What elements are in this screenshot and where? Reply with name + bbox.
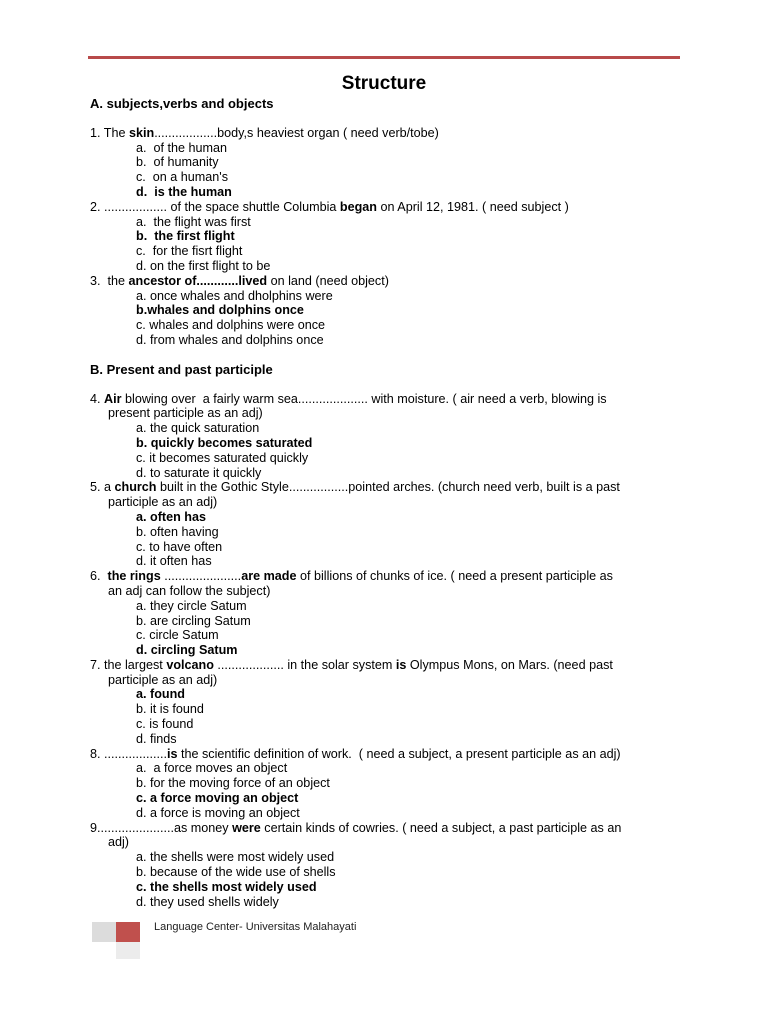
- text-run: is: [395, 657, 407, 672]
- footer-decor-square-gray: [92, 922, 116, 942]
- option-3d: d. from whales and dolphins once: [136, 332, 324, 347]
- text-run: are made: [241, 569, 297, 584]
- text-run: 2. .................. of the space shuttle Columbia: [90, 199, 340, 214]
- text-run: ......................: [160, 569, 242, 584]
- option-5a: a. often has: [136, 509, 206, 524]
- text-run: ancestor of............lived: [128, 273, 268, 288]
- option-8a: a. a force moves an object: [136, 761, 288, 776]
- section-heading-a: A. subjects,verbs and objects: [90, 96, 274, 111]
- option-5d: d. it often has: [136, 554, 212, 569]
- question-5-continued: participle as an adj): [108, 495, 218, 510]
- text-run: 7. the largest: [90, 657, 167, 672]
- option-1d: d. is the human: [136, 184, 232, 199]
- header-rule: [88, 56, 680, 59]
- text-run: built in the Gothic Style.................pointed arches. (church need verb, built is a past: [156, 480, 620, 495]
- question-8: [90, 747, 690, 762]
- text-run: 3. the: [90, 273, 129, 288]
- option-4b: b. quickly becomes saturated: [136, 435, 313, 450]
- question-4: [90, 392, 690, 407]
- document-body: [90, 97, 690, 909]
- text-run: ................... in the solar system: [213, 657, 396, 672]
- question-7-continued: participle as an adj): [108, 672, 218, 687]
- option-6b: b. are circling Satum: [136, 613, 251, 628]
- text-run: is: [166, 746, 178, 761]
- option-6d: d. circling Satum: [136, 643, 238, 658]
- question-3: [90, 274, 690, 289]
- question-7: [90, 658, 690, 673]
- question-9: [90, 821, 690, 836]
- text-run: were: [232, 820, 261, 835]
- option-6a: a. they circle Satum: [136, 598, 247, 613]
- option-8d: d. a force is moving an object: [136, 805, 300, 820]
- option-5b: b. often having: [136, 524, 219, 539]
- option-7a: a. found: [136, 687, 185, 702]
- text-run: 9......................as money: [90, 820, 233, 835]
- section-heading-b: B. Present and past participle: [90, 361, 273, 377]
- question-2: [90, 200, 690, 215]
- option-3a: a. once whales and dholphins were: [136, 288, 333, 303]
- text-run: 1. The: [90, 125, 129, 140]
- option-6c: c. circle Satum: [136, 628, 219, 643]
- text-run: on April 12, 1981. ( need subject ): [377, 199, 569, 214]
- text-run: skin: [128, 125, 155, 140]
- question-5: [90, 480, 690, 495]
- question-6-continued: an adj can follow the subject): [108, 583, 271, 598]
- option-4c: c. it becomes saturated quickly: [136, 450, 309, 465]
- text-run: church: [114, 480, 157, 495]
- option-9d: d. they used shells widely: [136, 894, 279, 909]
- option-7b: b. it is found: [136, 702, 204, 717]
- footer-decor-square-red: [116, 922, 140, 942]
- option-2c: c. for the fisrt flight: [136, 244, 243, 259]
- option-1b: b. of humanity: [136, 155, 219, 170]
- text-run: blowing over a fairly warm sea.................... with moisture. ( air need a verb, blowing is: [121, 391, 607, 406]
- text-run: 5. a: [90, 480, 115, 495]
- question-6: [90, 569, 690, 584]
- option-3b: b.whales and dolphins once: [136, 303, 304, 318]
- option-4a: a. the quick saturation: [136, 421, 260, 436]
- option-8b: b. for the moving force of an object: [136, 776, 330, 791]
- text-run: certain kinds of cowries. ( need a subject, a past participle as an: [260, 820, 622, 835]
- text-run: Olympus Mons, on Mars. (need past: [406, 657, 613, 672]
- option-9b: b. because of the wide use of shells: [136, 865, 336, 880]
- text-run: 6.: [90, 569, 108, 584]
- option-3c: c. whales and dolphins were once: [136, 318, 326, 333]
- text-run: 8. ..................: [90, 746, 167, 761]
- option-2a: a. the flight was first: [136, 214, 251, 229]
- footer-text: Language Center- Universitas Malahayati: [154, 921, 357, 933]
- option-7c: c. is found: [136, 717, 194, 732]
- text-run: the rings: [107, 569, 161, 584]
- option-1a: a. of the human: [136, 140, 228, 155]
- option-4d: d. to saturate it quickly: [136, 465, 262, 480]
- text-run: Air: [104, 391, 122, 406]
- text-run: of billions of chunks of ice. ( need a present participle as: [296, 569, 613, 584]
- question-4-continued: present participle as an adj): [108, 406, 263, 421]
- question-1: [90, 126, 690, 141]
- option-5c: c. to have often: [136, 539, 223, 554]
- text-run: volcano: [166, 657, 214, 672]
- option-2b: b. the first flight: [136, 229, 235, 244]
- text-run: 4.: [90, 391, 105, 406]
- text-run: on land (need object): [267, 273, 389, 288]
- option-9c: c. the shells most widely used: [136, 879, 317, 894]
- option-8c: c. a force moving an object: [136, 791, 299, 806]
- option-9a: a. the shells were most widely used: [136, 850, 335, 865]
- option-2d: d. on the first flight to be: [136, 258, 271, 273]
- page-title: Structure: [341, 73, 427, 94]
- option-1c: c. on a human's: [136, 170, 229, 185]
- footer-decor-square-light: [116, 942, 140, 959]
- text-run: began: [339, 199, 377, 214]
- question-9-continued: adj): [108, 835, 129, 850]
- text-run: the scientific definition of work. ( need a subject, a present participle as an adj): [177, 746, 621, 761]
- option-7d: d. finds: [136, 731, 177, 746]
- text-run: ..................body,s heaviest organ ( need verb/tobe): [154, 125, 439, 140]
